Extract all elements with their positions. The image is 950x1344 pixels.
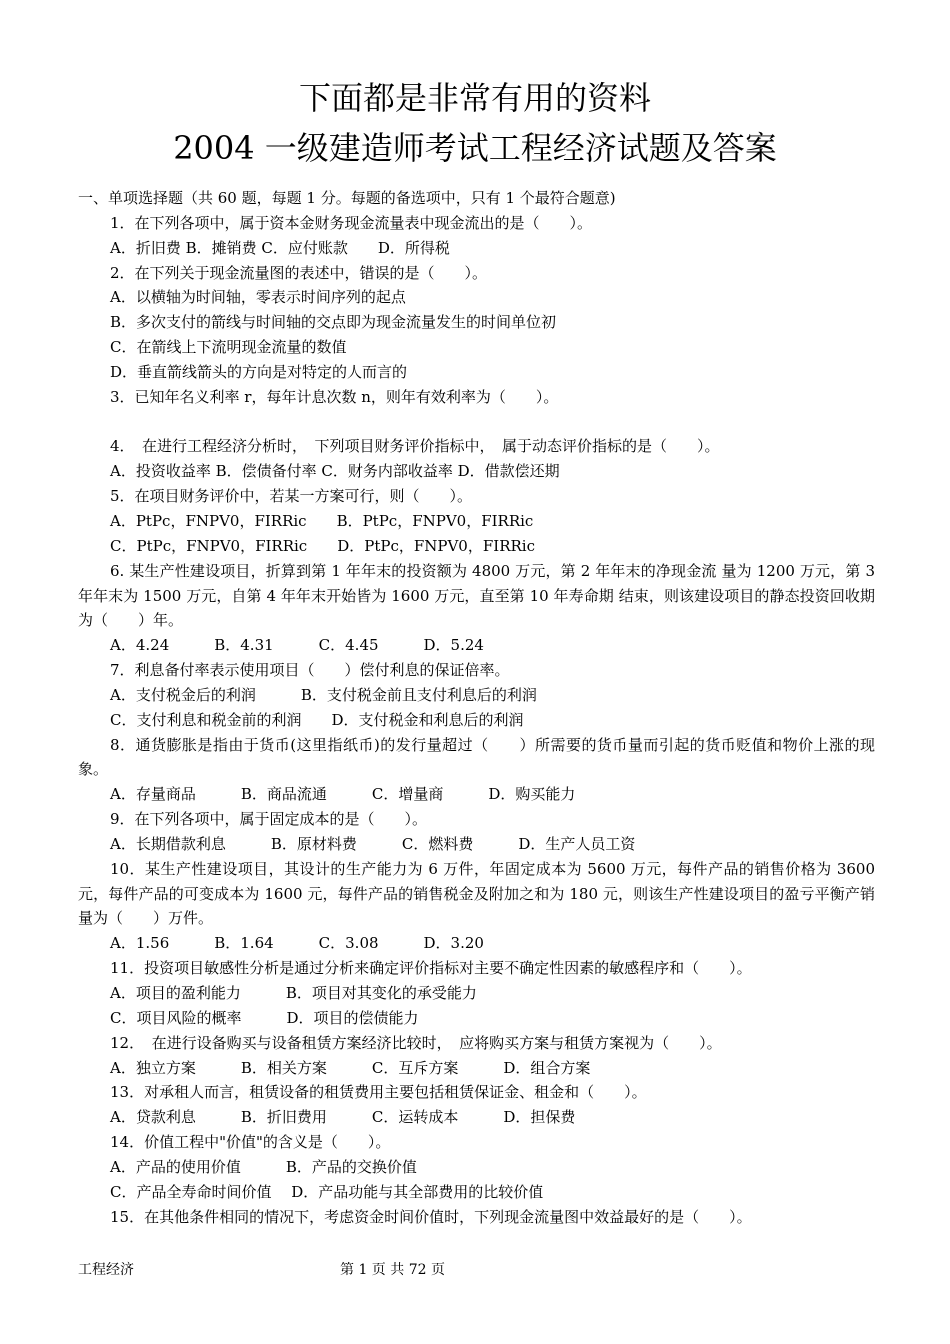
exam-title: 2004 一级建造师考试工程经济试题及答案 [173,129,777,167]
question-14-options-ab: A．产品的使用价值 B．产品的交换价值 [110,1157,417,1176]
question-11: 11．投资项目敏感性分析是通过分析来确定评价指标对主要不确定性因素的敏感程序和（ ）。 [110,959,752,978]
question-2: 2．在下列关于现金流量图的表述中，错误的是（ ）。 [110,263,488,282]
question-9: 9．在下列各项中，属于固定成本的是（ ）。 [110,810,428,829]
question-2-option-a: A．以横轴为时间轴，零表示时间序列的起点 [110,288,406,307]
question-2-option-c: C．在箭线上下流明现金流量的数值 [110,338,347,357]
question-2-option-d: D．垂直箭线箭头的方向是对特定的人而言的 [110,362,408,381]
question-11-options-ab: A．项目的盈利能力 B．项目对其变化的承受能力 [110,984,477,1002]
question-3: 3．已知年名义利率 r，每年计息次数 n，则年有效利率为（ ）。 [110,387,559,406]
question-5: 5．在项目财务评价中，若某一方案可行，则（ ）。 [110,487,473,506]
question-13-options: A．贷款利息 B．折旧费用 C．运转成本 D．担保费 [110,1108,576,1127]
page-title: 下面都是非常有用的资料 [298,79,651,117]
question-4: 4． 在进行工程经济分析时， 下列项目财务评价指标中， 属于动态评价指标的是（ ）。 [110,437,720,456]
question-1-options: A．折旧费 B．摊销费 C．应付账款 D．所得税 [110,238,450,257]
question-6: 6. 某生产性建设项目，折算到第 1 年年末的投资额为 4800 万元，第 2 年年末的净现金流 量为 1200 万元，第 3 年年末为 1500 万元，自第 4 年年末开始皆为 1600 万元，直至第 10 年寿命期 结束，则该建设项目的静态投资回收期为（ ）年。 [78,561,875,630]
question-5-options-cd: C．PtPc，FNPV0，FIRRic D．PtPc，FNPV0，FIRRic [110,536,535,555]
footer-page-number: 第 1 页 共 72 页 [340,1262,445,1278]
question-12-options: A．独立方案 B．相关方案 C．互斥方案 D．组合方案 [110,1058,591,1077]
question-9-options: A．长期借款利息 B．原材料费 C．燃料费 D．生产人员工资 [110,834,636,853]
question-14: 14．价值工程中"价值"的含义是（ ）。 [110,1133,391,1152]
question-7: 7．利息备付率表示使用项目（ ）偿付利息的保证倍率。 [110,661,510,680]
question-12: 12． 在进行设备购买与设备租赁方案经济比较时， 应将购买方案与租赁方案视为（ ）。 [110,1033,722,1052]
question-8-options: A．存量商品 B．商品流通 C．增量商 D．购买能力 [110,785,576,804]
question-14-options-cd: C．产品全寿命时间价值 D．产品功能与其全部费用的比较价值 [110,1182,544,1201]
question-10-options: A．1.56 B．1.64 C．3.08 D．3.20 [110,934,484,953]
footer-subject: 工程经济 [78,1262,134,1278]
blank-space [78,410,875,435]
question-10: 10．某生产性建设项目，其设计的生产能力为 6 万件，年固定成本为 5600 万元，每件产品的销售价格为 3600 元，每件产品的可变成本为 1600 元，每件产品的销售税金及附加之和为 180 元，则该生产性建设项目的盈亏平衡产销量为（ ）万件。 [78,859,875,928]
question-7-options-ab: A．支付税金后的利润 B．支付税金前且支付利息后的利润 [110,685,537,704]
question-15: 15．在其他条件相同的情况下，考虑资金时间价值时，下列现金流量图中效益最好的是（ ）。 [110,1207,752,1226]
question-6-options: A．4.24 B．4.31 C．4.45 D．5.24 [110,636,484,655]
page-footer [78,1260,875,1280]
question-1: 1．在下列各项中，属于资本金财务现金流量表中现金流出的是（ ）。 [110,213,593,232]
question-8: 8．通货膨胀是指由于货币(这里指纸币)的发行量超过（ ）所需要的货币量而引起的货币贬值和物价上涨的现象。 [78,735,875,779]
question-5-options-ab: A．PtPc，FNPV0，FIRRic B．PtPc，FNPV0，FIRRic [110,511,534,530]
question-7-options-cd: C．支付利息和税金前的利润 D．支付税金和利息后的利润 [110,710,524,729]
document-body [78,186,875,1229]
question-2-option-b: B．多次支付的箭线与时间轴的交点即为现金流量发生的时间单位初 [110,313,557,332]
section-heading: 一、单项选择题（共 60 题，每题 1 分。每题的备选项中，只有 1 个最符合题意) [78,189,616,207]
question-13: 13．对承租人而言，租赁设备的租赁费用主要包括租赁保证金、租金和（ ）。 [110,1083,647,1102]
question-11-options-cd: C．项目风险的概率 D．项目的偿债能力 [110,1008,419,1027]
question-4-options: A．投资收益率 B．偿债备付率 C．财务内部收益率 D．借款偿还期 [110,462,560,481]
